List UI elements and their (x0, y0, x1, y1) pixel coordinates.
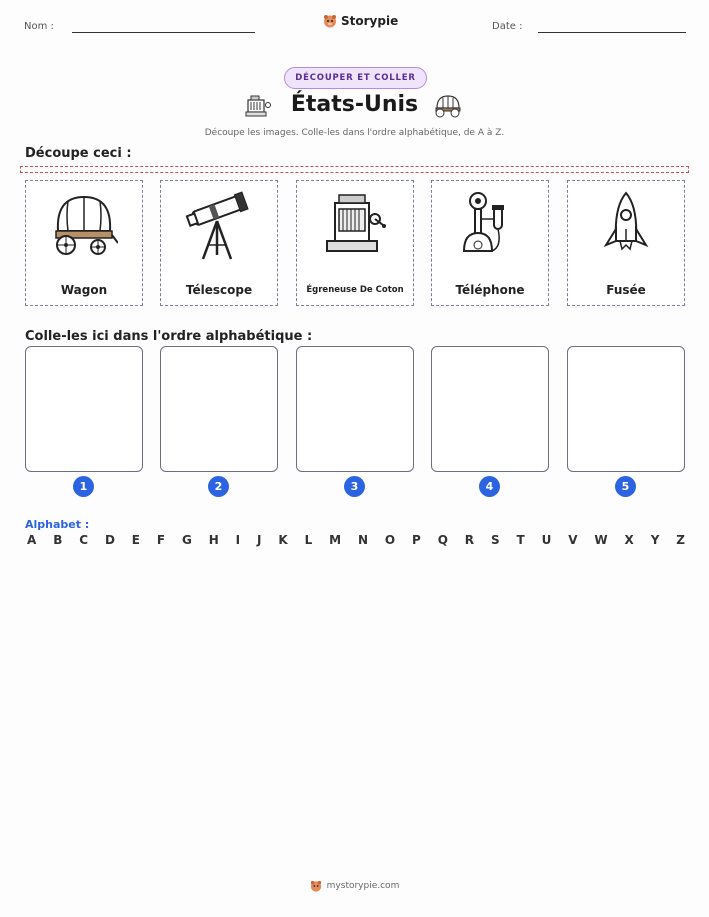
date-label: Date : (492, 21, 523, 32)
alphabet-letter: O (384, 533, 396, 547)
footer-url[interactable]: mystorypie.com (326, 881, 400, 891)
alphabet-letter: P (412, 533, 421, 547)
alphabet-letter: Q (437, 533, 448, 547)
alphabet-letter: M (329, 533, 342, 547)
alphabet-letter: G (181, 533, 192, 547)
activity-badge: DÉCOUPER ET COLLER (284, 67, 427, 89)
cut-card[interactable] (25, 180, 143, 306)
brand-mascot-icon (310, 880, 322, 892)
alphabet-letter: N (357, 533, 369, 547)
brand-name: Storypie (341, 14, 399, 28)
card-label: Wagon (60, 283, 108, 297)
footer (0, 880, 709, 892)
alphabet-letter: Z (676, 533, 685, 547)
alphabet-letter: H (208, 533, 219, 547)
alphabet-letter: R (464, 533, 475, 547)
alphabet-letter: J (257, 533, 262, 547)
name-line (72, 32, 255, 33)
cut-strip (20, 166, 689, 173)
alphabet-letter: A (27, 533, 37, 547)
card-label: Téléphone (455, 283, 525, 297)
alphabet-letter: X (624, 533, 634, 547)
alphabet-letter: K (278, 533, 288, 547)
card-label: Fusée (606, 283, 646, 297)
alphabet-letter: Y (650, 533, 660, 547)
paste-box[interactable] (296, 346, 414, 472)
alphabet-letter: B (53, 533, 63, 547)
paste-section-title: Colle-les ici dans l'ordre alphabétique : (25, 329, 313, 344)
date-line (538, 32, 686, 33)
alphabet-letter: D (104, 533, 115, 547)
wagon-icon (50, 189, 118, 261)
slot-number: 1 (73, 476, 94, 497)
paste-box[interactable] (160, 346, 278, 472)
alphabet-letter: W (594, 533, 608, 547)
paste-box[interactable] (25, 346, 143, 472)
page-title: États-Unis (290, 92, 419, 117)
brand-mascot-icon (323, 14, 337, 28)
instructions: Découpe les images. Colle-les dans l'ordre alphabétique, de A à Z. (204, 128, 505, 138)
card-label: Télescope (185, 283, 253, 297)
alphabet-letter: V (568, 533, 578, 547)
alphabet-letter: I (235, 533, 241, 547)
wagon-icon (432, 94, 464, 118)
telescope-icon (185, 189, 253, 261)
cut-card[interactable] (567, 180, 685, 306)
rocket-icon (592, 189, 660, 261)
alphabet-letter: L (304, 533, 313, 547)
telephone-icon (456, 189, 524, 261)
slot-number: 3 (344, 476, 365, 497)
cut-section-title: Découpe ceci : (25, 146, 132, 161)
alphabet-letter: T (516, 533, 525, 547)
alphabet-row (27, 533, 685, 547)
cut-card[interactable] (160, 180, 278, 306)
alphabet-letter: S (490, 533, 500, 547)
slot-number: 5 (615, 476, 636, 497)
card-label: Égreneuse De Coton (306, 285, 404, 295)
paste-box[interactable] (567, 346, 685, 472)
alphabet-letter: C (79, 533, 89, 547)
cut-card[interactable] (431, 180, 549, 306)
cut-card[interactable] (296, 180, 414, 306)
alphabet-letter: F (156, 533, 166, 547)
alphabet-title: Alphabet : (25, 518, 90, 531)
alphabet-letter: E (131, 533, 140, 547)
paste-box[interactable] (431, 346, 549, 472)
alphabet-letter: U (541, 533, 552, 547)
name-label: Nom : (24, 21, 54, 32)
cotton-gin-icon (321, 189, 389, 261)
slot-number: 2 (208, 476, 229, 497)
slot-number: 4 (479, 476, 500, 497)
brand-logo (323, 14, 398, 28)
